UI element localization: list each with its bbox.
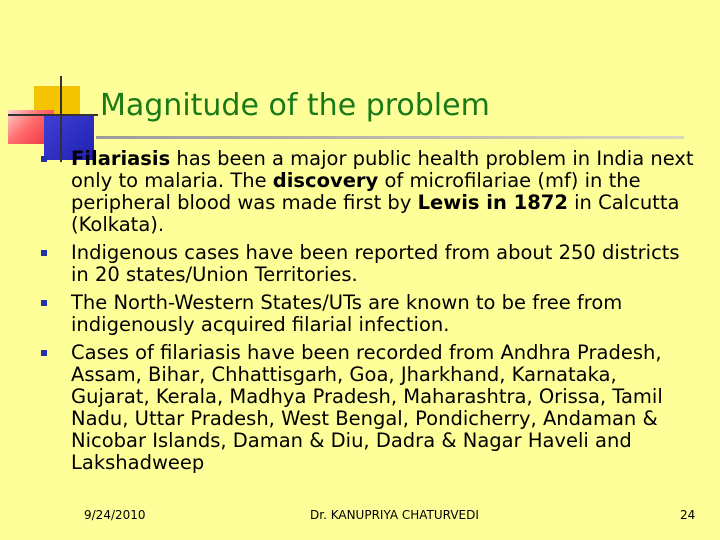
slide-title: Magnitude of the problem: [100, 88, 490, 123]
bullet-square-icon: [41, 156, 47, 162]
bullet-item: [40, 342, 700, 474]
bullet-square-icon: [41, 250, 47, 256]
page-number: 24: [680, 508, 696, 522]
bullet-item: [40, 292, 700, 336]
bullet-text-segment: Lewis in 1872: [417, 191, 568, 214]
bullet-text: [71, 147, 694, 236]
bullet-text-segment: Filariasis: [71, 147, 171, 170]
bullet-text-segment: in Calcutta (Kolkata).: [71, 191, 680, 236]
bullet-square-icon: [41, 300, 47, 306]
bullet-text-segment: has been a major public health problem in India next only to malaria. The: [71, 147, 694, 192]
footer-author: Dr. KANUPRIYA CHATURVEDI: [310, 508, 479, 522]
title-divider: [96, 136, 684, 139]
bullet-text: Indigenous cases have been reported from about 250 districts in 20 states/Union Territories.: [71, 241, 680, 286]
bullet-text-segment: discovery: [272, 169, 379, 192]
bullet-list: [40, 148, 700, 480]
bullet-text: The North-Western States/UTs are known to be free from indigenously acquired filarial infection.: [71, 291, 623, 336]
horizontal-line: [8, 114, 98, 116]
footer-date: 9/24/2010: [84, 508, 146, 522]
bullet-square-icon: [41, 350, 47, 356]
bullet-text-segment: of microfilariae (mf) in the peripheral blood was made first by: [71, 169, 641, 214]
bullet-item: [40, 242, 700, 286]
bullet-item: [40, 148, 700, 236]
bullet-text: Cases of filariasis have been recorded from Andhra Pradesh, Assam, Bihar, Chhattisgarh, Goa, Jharkhand, Karnataka, Gujarat, Kerala, Madhya Pradesh, Maharashtra, Orissa, Tamil Nadu, Uttar Pradesh, West Bengal, Pondicherry, Andaman & Nicobar Islands, Daman & Diu, Dadra & Nagar Haveli and Lakshadweep: [71, 341, 663, 474]
